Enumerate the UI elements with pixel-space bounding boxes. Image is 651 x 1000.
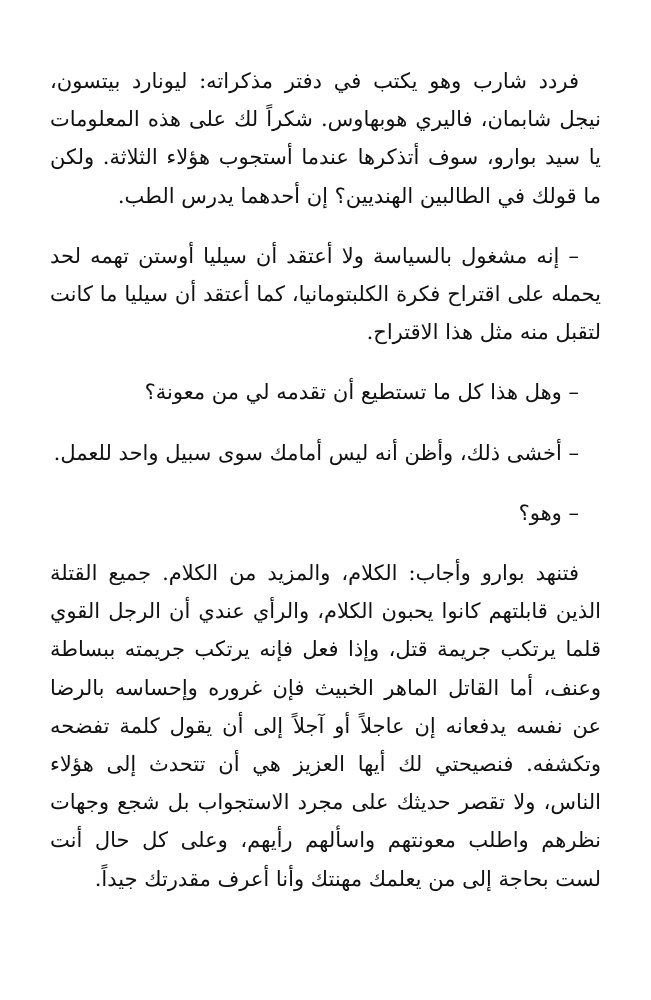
paragraph-indian-student: – إنه مشغول بالسياسة ولا أعتقد أن سيليا أوستن تهمه لحد يحمله على اقتراح فكرة الكلبتومانيا، كما أعتقد أن سيليا ما كانت لتقبل منه مثل هذا الاقتراح. xyxy=(50,243,601,345)
paragraph-sharpe-notes: فردد شارب وهو يكتب في دفتر مذكراته: ليونارد بيتسون، نيجل شابمان، فاليري هوبهاوس. شكراً لك على هذه المعلومات يا سيد بوارو، سوف أتذكرها عندما أستجوب هؤلاء الثلاثة. ولكن ما قولك في الطالبين الهنديين؟ إن أحدهما يدرس الطب. xyxy=(50,69,601,208)
paragraph-poirot-advice: فتنهد بوارو وأجاب: الكلام، والمزيد من الكلام. جميع القتلة الذين قابلتهم كانوا يحبون الكلام، والرأي عندي أن الرجل القوي قلما يرتكب جريمة قتل، وإذا فعل فإنه يرتكب جريمته ببساطة وعنف، أما القاتل الماهر الخبيث فإن غروره وإحساسه بالرضا عن نفسه يدفعانه إن عاجلاً أو آجلاً إلى أن يقول كلمة تفضحه وتكشفه. فنصيحتي لك أيها العزيز هي أن تتحدث إلى هؤلاء الناس، ولا تقصر حديثك على مجرد الاستجواب بل شجع وجهات نظرهم واطلب معونتهم واسألهم رأيهم، وعلى كل حال أنت لست بحاجة إلى من يعلمك مهنتك وأنا أعرف مقدرتك جيداً. xyxy=(50,561,601,891)
paragraph-one-way: – أخشى ذلك، وأظن أنه ليس أمامك سوى سبيل واحد للعمل. xyxy=(53,440,579,465)
paragraph-question-help: – وهل هذا كل ما تستطيع أن تقدمه لي من معونة؟ xyxy=(144,380,579,405)
paragraph-what-is-it: – وهو؟ xyxy=(518,500,579,525)
